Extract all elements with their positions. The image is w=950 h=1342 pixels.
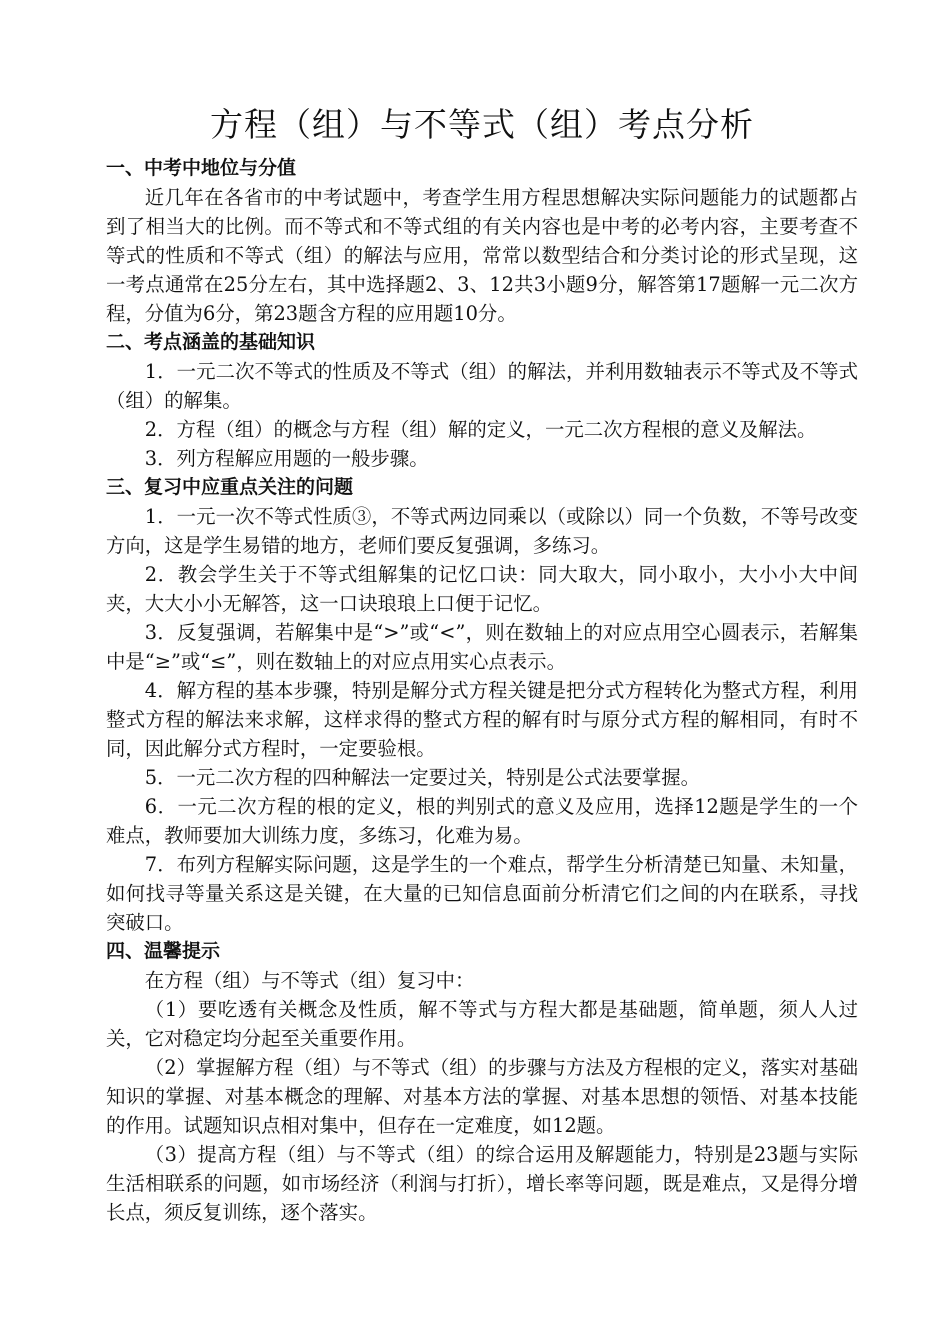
section-1	[106, 154, 858, 328]
paragraph: 2．方程（组）的概念与方程（组）解的定义，一元二次方程根的意义及解法。	[144, 418, 817, 441]
section-2	[106, 328, 858, 473]
paragraph: 5．一元二次方程的四种解法一定要过关，特别是公式法要掌握。	[144, 766, 701, 789]
section-heading: 一、中考中地位与分值	[106, 157, 297, 179]
paragraph: 2．教会学生关于不等式组解集的记忆口诀：同大取大，同小取小，大小小大中间夹，大大小小无解答，这一口诀琅琅上口便于记忆。	[106, 563, 858, 615]
paragraph: （1）要吃透有关概念及性质，解不等式与方程大都是基础题，简单题，须人人过关，它对稳定均分起至关重要作用。	[106, 998, 858, 1050]
paragraph: 在方程（组）与不等式（组）复习中：	[144, 969, 475, 992]
paragraph: 6．一元二次方程的根的定义，根的判别式的意义及应用，选择12题是学生的一个难点，教师要加大训练力度，多练习，化难为易。	[106, 795, 858, 847]
paragraph: 3．反复强调，若解集中是“>”或“<”，则在数轴上的对应点用空心圆表示，若解集中是“≥”或“≤”，则在数轴上的对应点用实心点表示。	[106, 621, 858, 673]
section-heading: 三、复习中应重点关注的问题	[106, 476, 354, 498]
section-3	[106, 473, 858, 937]
paragraph: 7．布列方程解实际问题，这是学生的一个难点，帮学生分析清楚已知量、未知量，如何找寻等量关系这是关键，在大量的已知信息面前分析清它们之间的内在联系，寻找突破口。	[106, 853, 858, 934]
paragraph: 4．解方程的基本步骤，特别是解分式方程关键是把分式方程转化为整式方程，利用整式方程的解法来求解，这样求得的整式方程的解有时与原分式方程的解相同，有时不同，因此解分式方程时，一定要验根。	[106, 679, 858, 760]
paragraph: 1．一元二次不等式的性质及不等式（组）的解法，并利用数轴表示不等式及不等式（组）的解集。	[106, 360, 858, 412]
section-heading: 二、考点涵盖的基础知识	[106, 331, 316, 353]
paragraph: 3．列方程解应用题的一般步骤。	[144, 447, 429, 470]
paragraph: 近几年在各省市的中考试题中，考查学生用方程思想解决实际问题能力的试题都占到了相当大的比例。而不等式和不等式组的有关内容也是中考的必考内容，主要考查不等式的性质和不等式（组）的解法与应用，常常以数型结合和分类讨论的形式呈现，这一考点通常在25分左右，其中选择题2、3、12共3小题9分，解答第17题解一元二次方程，分值为6分，第23题含方程的应用题10分。	[106, 186, 858, 325]
section-heading: 四、温馨提示	[106, 940, 221, 962]
section-4	[106, 937, 858, 1227]
paragraph: （2）掌握解方程（组）与不等式（组）的步骤与方法及方程根的定义，落实对基础知识的掌握、对基本概念的理解、对基本方法的掌握、对基本思想的领悟、对基本技能的作用。试题知识点相对集中，但存在一定难度，如12题。	[106, 1056, 858, 1137]
paragraph: 1．一元一次不等式性质③，不等式两边同乘以（或除以）同一个负数，不等号改变方向，这是学生易错的地方，老师们要反复强调，多练习。	[106, 505, 858, 557]
paragraph: （3）提高方程（组）与不等式（组）的综合运用及解题能力，特别是23题与实际生活相联系的问题，如市场经济（利润与打折），增长率等问题，既是难点，又是得分增长点，须反复训练，逐个落实。	[106, 1143, 858, 1224]
document-title: 方程（组）与不等式（组）考点分析	[210, 105, 754, 144]
